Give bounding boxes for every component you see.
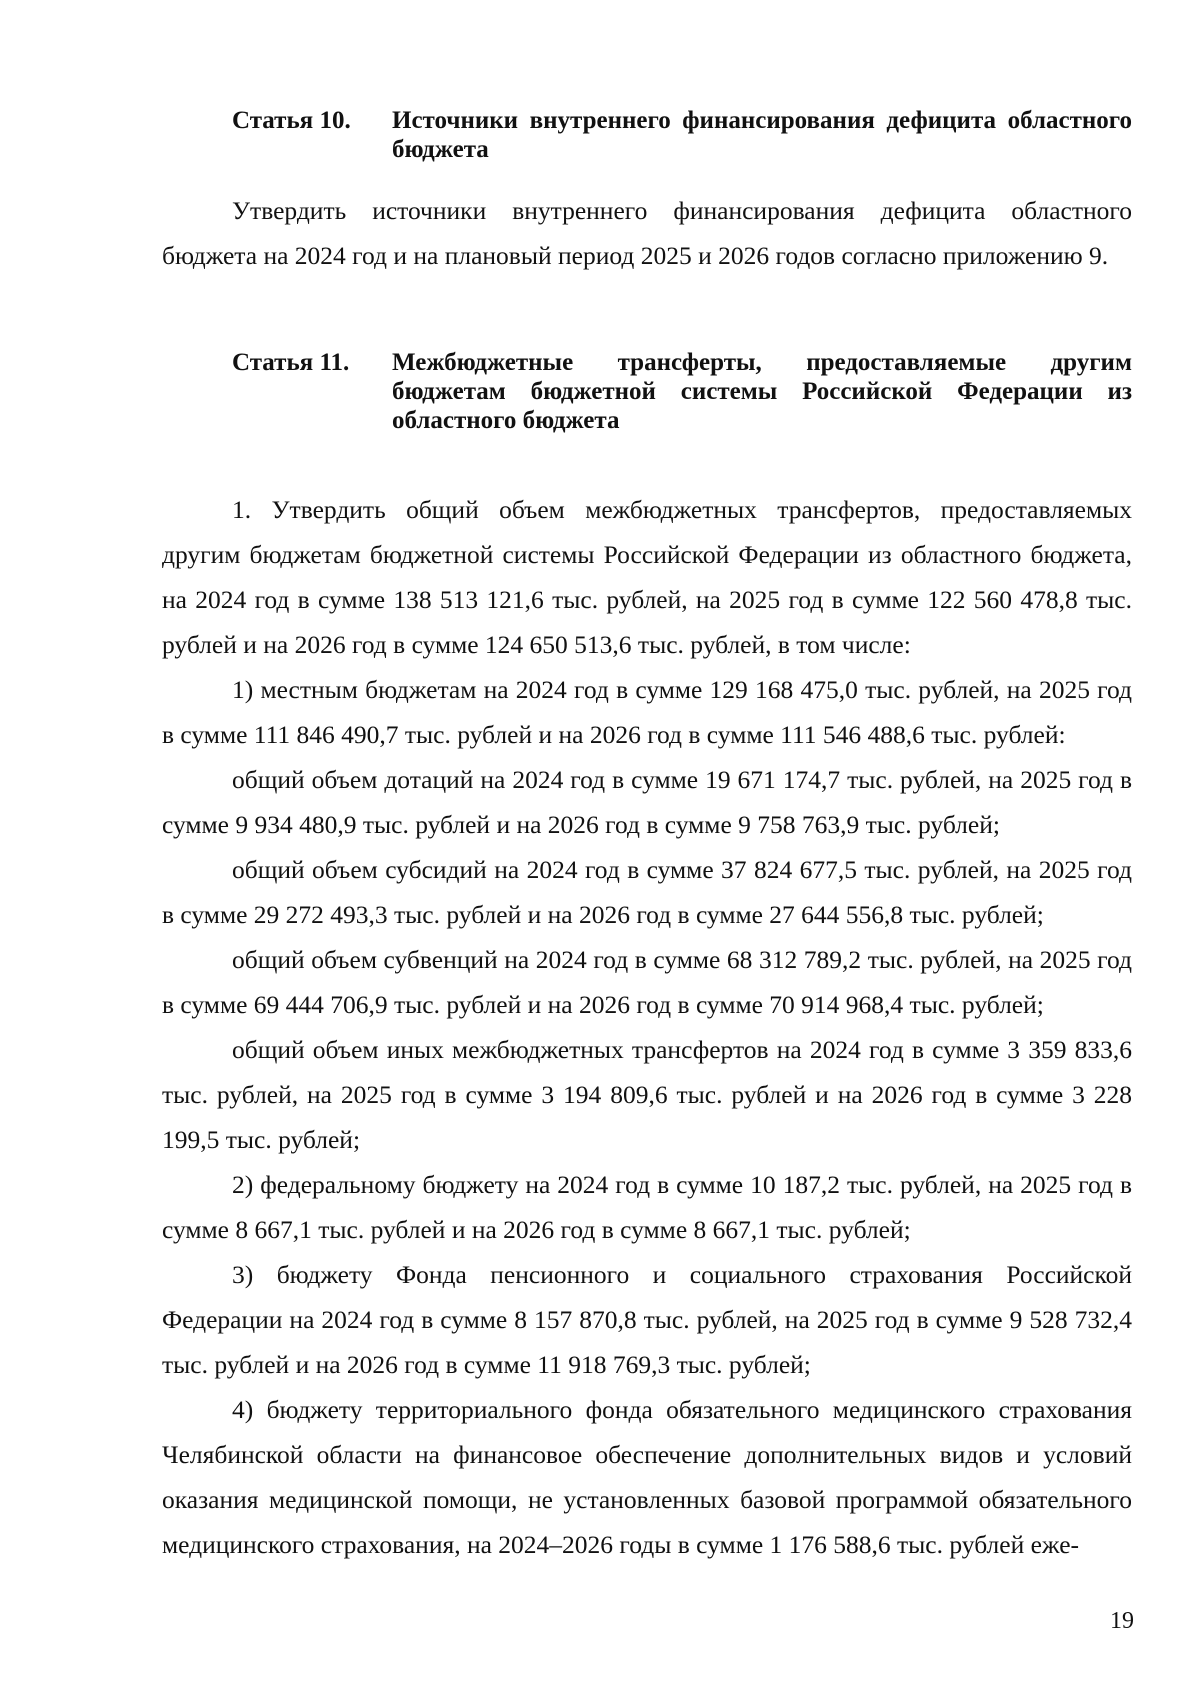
article-10-paragraph: Утвердить источники внутреннего финансирования дефицита областного бюджета на 2024 год и на плановый период 2025 и 2026 годов согласно приложению 9.	[162, 196, 1132, 270]
paragraph-medical-insurance-fund: 4) бюджету территориального фонда обязательного медицинского страхования Челябинской области на финансовое обеспечение дополнительных видов и условий оказания медицинской помощи, не установленных базовой программой обязательного медицинского страхования, на 2024–2026 годы в сумме 1 176 588,6 тыс. рублей еже-	[162, 1395, 1132, 1559]
page-number: 19	[1110, 1608, 1134, 1634]
paragraph-federal-budget: 2) федеральному бюджету на 2024 год в сумме 10 187,2 тыс. рублей, на 2025 год в сумме 8 667,1 тыс. рублей и на 2026 год в сумме 8 667,1 тыс. рублей;	[162, 1170, 1132, 1244]
article-11-number: Статья 11.	[232, 349, 350, 376]
article-10-title: Источники внутреннего финансирования дефицита областного бюджета	[392, 107, 1132, 163]
paragraph-local-budgets: 1) местным бюджетам на 2024 год в сумме 129 168 475,0 тыс. рублей, на 2025 год в сумме 111 846 490,7 тыс. рублей и на 2026 год в сумме 111 546 488,6 тыс. рублей:	[162, 675, 1132, 749]
paragraph-dotations: общий объем дотаций на 2024 год в сумме 19 671 174,7 тыс. рублей, на 2025 год в сумме 9 934 480,9 тыс. рублей и на 2026 год в сумме 9 758 763,9 тыс. рублей;	[162, 765, 1132, 839]
article-11-title: Межбюджетные трансферты, предоставляемые другим бюджетам бюджетной системы Российской Федерации из областного бюджета	[392, 349, 1132, 434]
paragraph-pension-fund: 3) бюджету Фонда пенсионного и социального страхования Российской Федерации на 2024 год в сумме 8 157 870,8 тыс. рублей, на 2025 год в сумме 9 528 732,4 тыс. рублей и на 2026 год в сумме 11 918 769,3 тыс. рублей;	[162, 1260, 1132, 1379]
paragraph-subventions: общий объем субвенций на 2024 год в сумме 68 312 789,2 тыс. рублей, на 2025 год в сумме 69 444 706,9 тыс. рублей и на 2026 год в сумме 70 914 968,4 тыс. рублей;	[162, 945, 1132, 1019]
paragraph-other-transfers: общий объем иных межбюджетных трансфертов на 2024 год в сумме 3 359 833,6 тыс. рублей, на 2025 год в сумме 3 194 809,6 тыс. рублей и на 2026 год в сумме 3 228 199,5 тыс. рублей;	[162, 1035, 1132, 1154]
article-10-heading	[232, 106, 1132, 164]
article-10-number: Статья 10.	[232, 107, 351, 134]
article-11-body	[162, 487, 1132, 1567]
paragraph-subsidies: общий объем субсидий на 2024 год в сумме 37 824 677,5 тыс. рублей, на 2025 год в сумме 29 272 493,3 тыс. рублей и на 2026 год в сумме 27 644 556,8 тыс. рублей;	[162, 855, 1132, 929]
article-11-heading	[232, 348, 1132, 435]
article-10-body	[162, 188, 1132, 278]
paragraph-1-total: 1. Утвердить общий объем межбюджетных трансфертов, предоставляемых другим бюджетам бюджетной системы Российской Федерации из областного бюджета, на 2024 год в сумме 138 513 121,6 тыс. рублей, на 2025 год в сумме 122 560 478,8 тыс. рублей и на 2026 год в сумме 124 650 513,6 тыс. рублей, в том числе:	[162, 495, 1132, 659]
